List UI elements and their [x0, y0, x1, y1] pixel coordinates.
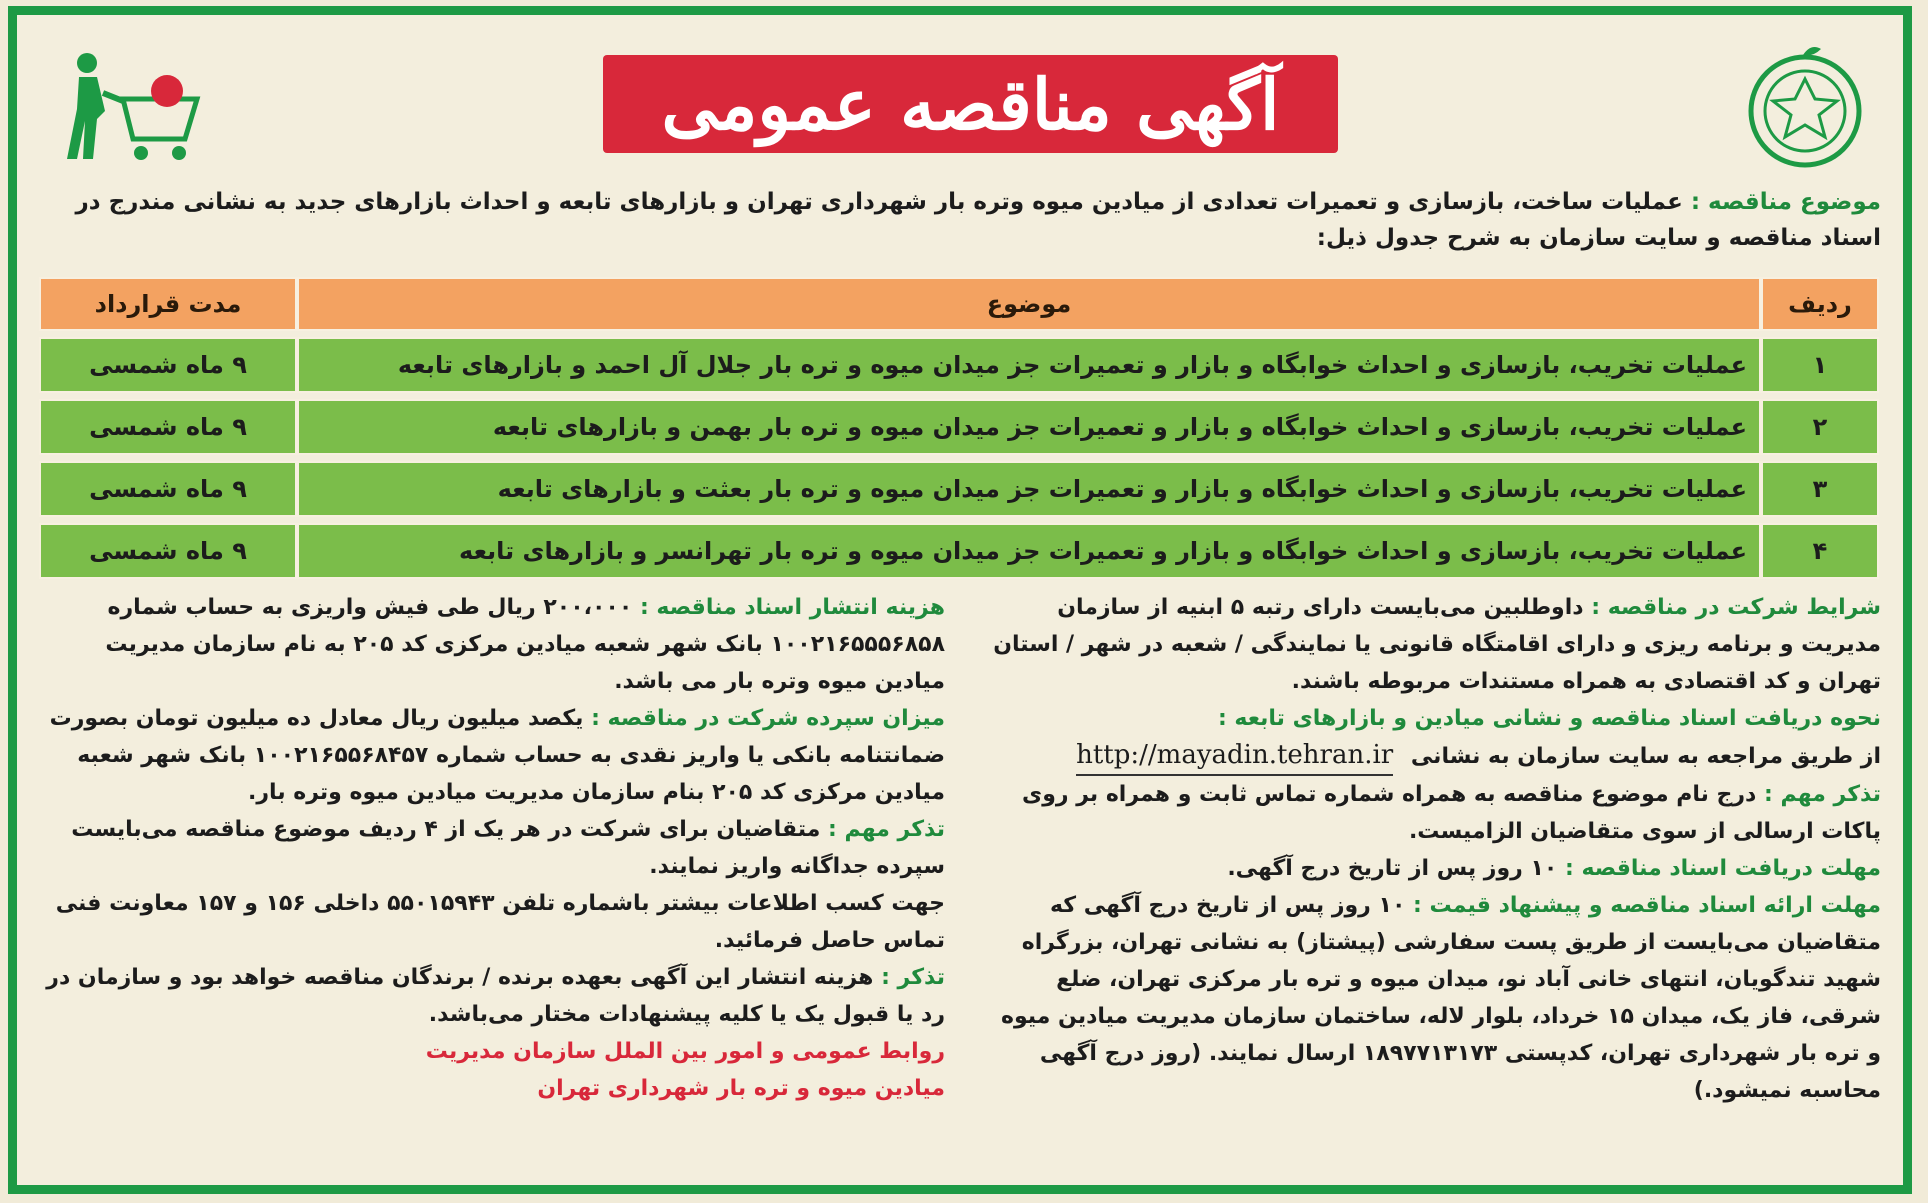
note-label: تذکر :: [881, 965, 945, 990]
deadline-docs-text: ۱۰ روز پس از تاریخ درج آگهی.: [1227, 856, 1558, 881]
table-header-row: [39, 277, 1879, 331]
tender-subject: [43, 184, 1881, 256]
row-idx: ۴: [1761, 523, 1879, 579]
title-banner: [603, 55, 1338, 153]
important-paragraph: [986, 776, 1881, 850]
deposit-text: یکصد میلیون ریال معادل ده میلیون تومان بصورت ضمانتنامه بانکی یا واریز نقدی به حساب شماره ۱۰۰۲۱۶۵۵۶۸۴۵۷ بانک شهر شعبه میادین مرکزی کد ۲۰۵ بنام سازمان مدیریت میادین میوه وتره بار.: [49, 706, 945, 805]
deadline-docs-label: مهلت دریافت اسناد مناقصه :: [1564, 856, 1881, 881]
conditions-column: [986, 589, 1881, 1109]
receive-text: از طریق مراجعه به سایت سازمان به نشانی: [1410, 744, 1881, 769]
note-text: هزینه انتشار این آگهی بعهده برنده / برندگان مناقصه خواهد بود و سازمان در رد یا قبول یک یا کلیه پیشنهادات مختار می‌باشد.: [46, 965, 945, 1027]
row-subject: عملیات تخریب، بازسازی و احداث خوابگاه و بازار و تعمیرات جز میدان میوه و تره بار جلال آل احمد و بازارهای تابعه: [297, 337, 1761, 393]
row-duration: ۹ ماه شمسی: [39, 399, 297, 455]
row-idx: ۲: [1761, 399, 1879, 455]
header-duration: مدت قرارداد: [39, 277, 297, 331]
conditions-label: شرایط شرکت در مناقصه :: [1591, 595, 1881, 620]
row-duration: ۹ ماه شمسی: [39, 461, 297, 517]
row-duration: ۹ ماه شمسی: [39, 523, 297, 579]
receive-paragraph: [986, 700, 1881, 776]
signature: [45, 1033, 945, 1107]
header-subject: موضوع: [297, 277, 1761, 331]
row-subject: عملیات تخریب، بازسازی و احداث خوابگاه و بازار و تعمیرات جز میدان میوه و تره بار بعثت و بازارهای تابعه: [297, 461, 1761, 517]
ad-header: [33, 29, 1887, 179]
row-duration: ۹ ماه شمسی: [39, 337, 297, 393]
deposit-paragraph: [45, 700, 945, 811]
ad-title: آگهی مناقصه عمومی: [661, 62, 1280, 146]
left-important-label: تذکر مهم :: [828, 817, 945, 842]
row-idx: ۱: [1761, 337, 1879, 393]
row-idx: ۳: [1761, 461, 1879, 517]
note-paragraph: [45, 959, 945, 1033]
payment-column: [45, 589, 945, 1107]
left-important-paragraph: [45, 811, 945, 885]
left-important-text: متقاضیان برای شرکت در هر یک از ۴ ردیف موضوع مناقصه می‌بایست سپرده جداگانه واریز نمایند.: [71, 817, 945, 879]
receive-label: نحوه دریافت اسناد مناقصه و نشانی میادین و بازارهای تابعه :: [1217, 706, 1881, 731]
tender-table: [39, 271, 1879, 585]
signature-line-1: روابط عمومی و امور بین الملل سازمان مدیریت: [425, 1039, 945, 1064]
website-link[interactable]: http://mayadin.tehran.ir: [1076, 737, 1393, 776]
info-text: جهت کسب اطلاعات بیشتر باشماره تلفن ۵۵۰۱۵۹۴۳ داخلی ۱۵۶ و ۱۵۷ معاونت فنی تماس حاصل فرمائید.: [55, 891, 945, 953]
header-idx: ردیف: [1761, 277, 1879, 331]
deadline-docs-paragraph: [986, 850, 1881, 887]
deadline-offer-paragraph: [986, 887, 1881, 1109]
subject-text: عملیات ساخت، بازسازی و تعمیرات تعدادی از میادین میوه وتره بار شهرداری تهران و بازارهای تابعه و احداث بازارهای جدید به نشانی مندرج در اسناد مناقصه و سایت سازمان به شرح جدول ذیل:: [75, 189, 1881, 251]
subject-label: موضوع مناقصه :: [1690, 189, 1881, 215]
deadline-offer-label: مهلت ارائه اسناد مناقصه و پیشنهاد قیمت :: [1413, 893, 1881, 918]
cost-label: هزینه انتشار اسناد مناقصه :: [639, 595, 945, 620]
ad-content: [33, 29, 1887, 1171]
important-text: درج نام موضوع مناقصه به همراه شماره تماس ثابت و همراه بر روی پاکات ارسالی از سوی متقاضیان الزامیست.: [1022, 782, 1881, 844]
important-label: تذکر مهم :: [1764, 782, 1881, 807]
municipality-emblem-icon: [1745, 39, 1865, 169]
ad-frame: [8, 6, 1912, 1194]
table-row: [39, 461, 1879, 517]
deadline-offer-text: ۱۰ روز پس از تاریخ درج آگهی که متقاضیان می‌بایست از طریق پست سفارشی (پیشتاز) به نشانی تهران، بزرگراه شهید تندگویان، انتهای خانی آباد نو، میدان میوه و تره بار مرکزی تهران، ضلع شرقی، فاز یک، میدان ۱۵ خرداد، بلوار لاله، ساختمان سازمان مدیریت میادین میوه و تره بار شهرداری تهران، کدپستی ۱۸۹۷۷۱۳۱۷۳ ارسال نمایند. (روز درج آگهی محاسبه نمیشود.): [1001, 893, 1881, 1103]
deposit-label: میزان سپرده شرکت در مناقصه :: [591, 706, 945, 731]
cost-text: ۲۰۰،۰۰۰ ریال طی فیش واریزی به حساب شماره ۱۰۰۲۱۶۵۵۵۶۸۵۸ بانک شهر شعبه میادین مرکزی کد ۲۰۵ به نام سازمان مدیریت میادین میوه وتره بار می باشد.: [105, 595, 945, 694]
row-subject: عملیات تخریب، بازسازی و احداث خوابگاه و بازار و تعمیرات جز میدان میوه و تره بار بهمن و بازارهای تابعه: [297, 399, 1761, 455]
table-row: [39, 399, 1879, 455]
row-subject: عملیات تخریب، بازسازی و احداث خوابگاه و بازار و تعمیرات جز میدان میوه و تره بار تهرانسر و بازارهای تابعه: [297, 523, 1761, 579]
table-row: [39, 523, 1879, 579]
table-row: [39, 337, 1879, 393]
shopping-cart-person-icon: [57, 49, 207, 169]
signature-line-2: میادین میوه و تره بار شهرداری تهران: [537, 1076, 945, 1101]
conditions-text: داوطلبین می‌بایست دارای رتبه ۵ ابنیه از سازمان مدیریت و برنامه ریزی و دارای اقامتگاه قانونی یا نمایندگی / شعبه در شهر / استان تهران و کد اقتصادی به همراه مستندات مربوطه باشند.: [993, 595, 1881, 694]
cost-paragraph: [45, 589, 945, 700]
info-paragraph: [45, 885, 945, 959]
conditions-paragraph: [986, 589, 1881, 700]
